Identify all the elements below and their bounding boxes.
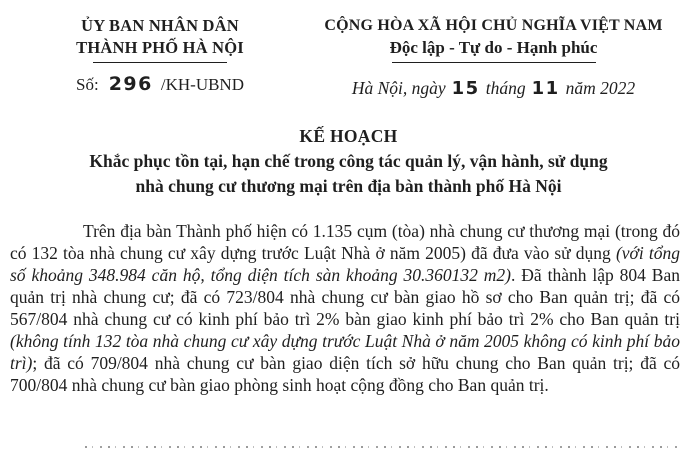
issuer-block bbox=[0, 15, 320, 99]
national-header-line: CỘNG HÒA XÃ HỘI CHỦ NGHĨA VIỆT NAM bbox=[324, 17, 663, 34]
body-text-segment: ; đã có 709/804 nhà chung cư bàn giao diện tích sở hữu chung cho Ban quản trị; đã có 700/804 nhà chung cư bàn giao phòng sinh hoạt cộng đồng cho Ban quản trị. bbox=[10, 353, 680, 395]
date-middle: tháng bbox=[485, 78, 526, 98]
document-header bbox=[0, 0, 697, 99]
body-paragraph bbox=[10, 220, 680, 396]
date-month-handwritten: 11 bbox=[531, 78, 560, 99]
date-line bbox=[320, 78, 667, 99]
issuer-name-line2: THÀNH PHỐ HÀ NỘI bbox=[76, 38, 244, 57]
date-suffix: năm 2022 bbox=[565, 78, 636, 98]
body-text-segment-italic: (không tính 132 tòa nhà chung cư xây dựng trước Luật Nhà ở năm 2005 không có kinh phí bảo trì) bbox=[10, 331, 680, 373]
national-motto-block bbox=[320, 15, 697, 99]
body-text-segment-italic: (với tổng số khoảng 348.984 căn hộ, tổng diện tích sàn khoảng 30.360132 m2) bbox=[10, 243, 680, 285]
date-prefix: Hà Nội, ngày bbox=[351, 78, 446, 98]
document-number-label: Số: bbox=[76, 75, 99, 94]
document-number-handwritten: 296 bbox=[108, 73, 153, 95]
document-number-suffix: /KH-UBND bbox=[160, 75, 244, 94]
national-motto-underline bbox=[392, 62, 596, 63]
body-text-segment: Trên địa bàn Thành phố hiện có 1.135 cụm (tòa) nhà chung cư thương mại (trong đó có 132 tòa nhà chung cư xây dựng trước Luật Nhà ở năm 2005) đã đưa vào sử dụng bbox=[10, 221, 680, 263]
document-title-line1: Khắc phục tồn tại, hạn chế trong công tác quản lý, vận hành, sử dụng bbox=[89, 151, 608, 171]
national-motto-line: Độc lập - Tự do - Hạnh phúc bbox=[389, 38, 598, 57]
document-type-heading: KẾ HOẠCH bbox=[299, 126, 398, 146]
date-day-handwritten: 15 bbox=[451, 78, 480, 99]
issuer-underline bbox=[93, 62, 227, 63]
next-line-cutoff bbox=[85, 445, 683, 449]
document-number bbox=[0, 73, 320, 95]
issuer-name-line1: ỦY BAN NHÂN DÂN bbox=[81, 16, 239, 35]
body-text-segment: . Đã thành lập 804 Ban quản trị nhà chung cư; đã có 723/804 nhà chung cư bàn giao hồ sơ cho Ban quản trị; đã có 567/804 nhà chung cư có kinh phí bảo trì 2% bàn giao kinh phí bảo trì 2% cho Ban quản trị bbox=[10, 265, 680, 329]
document-title-line2: nhà chung cư thương mại trên địa bàn thành phố Hà Nội bbox=[135, 176, 562, 196]
title-block bbox=[0, 124, 697, 199]
